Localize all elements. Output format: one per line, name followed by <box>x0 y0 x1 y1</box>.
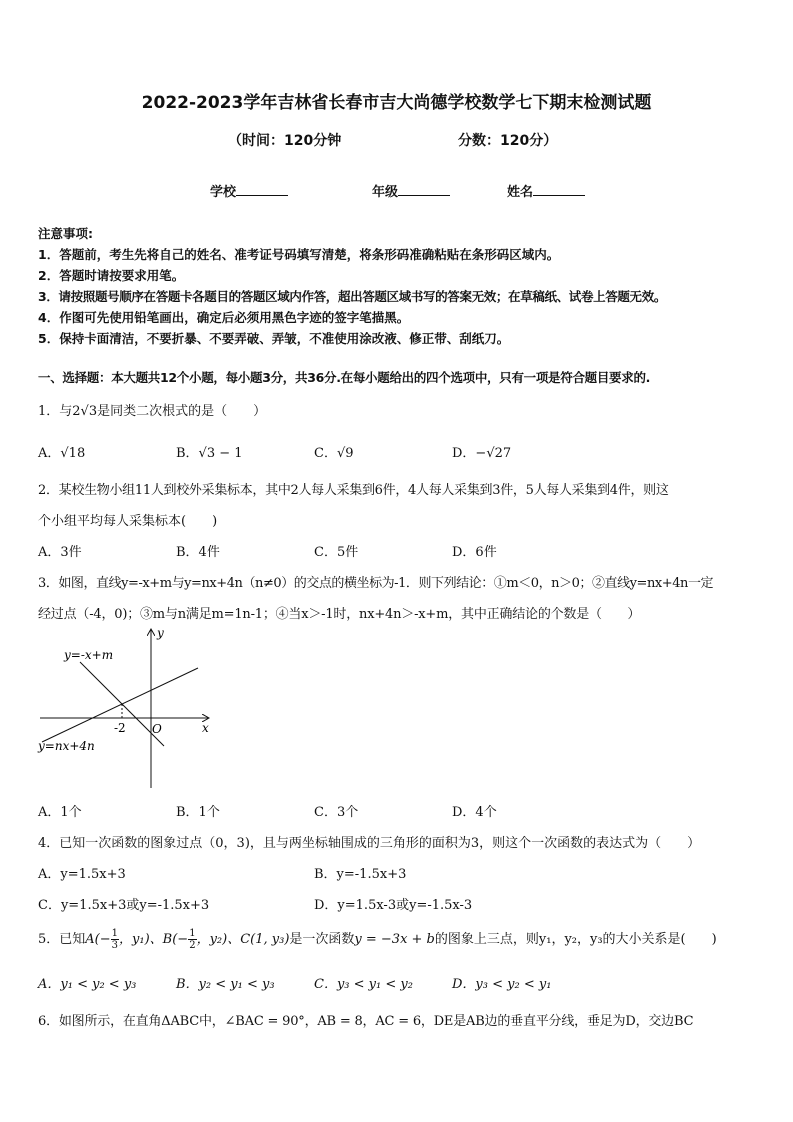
name-label: 姓名 <box>507 185 534 200</box>
q2-option-a: A．3件 <box>38 545 82 560</box>
q5-mid: 是一次函数 <box>289 932 355 947</box>
q5-option-c: C．y₃ < y₁ < y₂ <box>314 977 413 992</box>
q1-expression: 2√3 <box>72 404 98 419</box>
q5-point-a-end: ，y₁)、 <box>119 932 163 947</box>
question-1 <box>38 400 266 419</box>
q4-option-a: A．y=1.5x+3 <box>38 867 126 882</box>
q5-frac-b-num: 1 <box>189 928 196 939</box>
q1-option-d: D．−√27 <box>452 446 512 461</box>
time-label: （时间：120分钟 <box>228 133 342 149</box>
origin-label: O <box>152 722 162 736</box>
notice-item: 5．保持卡面清洁，不要折暴、不要弄破、弄皱，不准使用涂改液、修正带、刮纸刀。 <box>38 331 510 346</box>
label-line-2: y=nx+4n <box>38 739 95 753</box>
q5-frac-b-den: 2 <box>189 940 196 951</box>
q2-line-2: 个小组平均每人采集标本( ) <box>38 514 218 529</box>
q5-point-b: B(− <box>162 932 189 947</box>
q5-function: y = −3x + b <box>354 932 435 947</box>
school-label: 学校 <box>210 185 237 200</box>
q5-post: 的图象上三点，则y₁，y₂，y₃的大小关系是( ) <box>434 932 717 947</box>
q3-graph <box>36 624 216 792</box>
q2-option-c: C．5件 <box>314 545 359 560</box>
grade-blank <box>398 183 450 196</box>
score-label: 分数：120分） <box>458 133 558 149</box>
notice-item: 3．请按照题号顺序在答题卡各题目的答题区域内作答，超出答题区域书写的答案无效；在草稿纸、试卷上答题无效。 <box>38 289 667 304</box>
question-5 <box>38 928 717 951</box>
school-field <box>210 181 288 200</box>
q4-option-d: D．y=1.5x-3或y=-1.5x-3 <box>314 898 473 913</box>
notice-item: 1．答题前，考生先将自己的姓名、准考证号码填写清楚，将条形码准确粘贴在条形码区域内。 <box>38 247 560 262</box>
x-axis-label: x <box>202 721 209 735</box>
y-axis-label: y <box>157 626 164 640</box>
q5-option-a: A．y₁ < y₂ < y₃ <box>38 977 137 992</box>
school-blank <box>236 183 288 196</box>
grade-label: 年级 <box>372 185 399 200</box>
q3-line-2: 经过点（-4，0)；③m与n满足m=1n-1；④当x＞-1时，nx+4n＞-x+m，其中正确结论的个数是（ ） <box>38 607 641 622</box>
q5-point-c: C(1, y₃) <box>240 932 290 947</box>
q4-option-b: B．y=-1.5x+3 <box>314 867 407 882</box>
notice-item: 4．作图可先使用铅笔画出，确定后必须用黑色字迹的签字笔描黑。 <box>38 310 410 325</box>
q5-frac-a-num: 1 <box>111 928 119 939</box>
q5-frac-a <box>111 928 119 951</box>
q1-stem-post: 是同类二次根式的是（ ） <box>97 404 267 419</box>
q5-pre: 5．已知 <box>38 932 86 947</box>
q4-stem: 4．已知一次函数的图象过点（0，3)，且与两坐标轴围成的三角形的面积为3，则这个一次函数的表达式为（ ） <box>38 836 701 851</box>
label-line-1: y=-x+m <box>64 648 114 662</box>
q2-option-b: B．4件 <box>176 545 220 560</box>
q3-line-1: 3．如图，直线y=-x+m与y=nx+4n（n≠0）的交点的横坐标为-1．则下列结论：①m＜0，n＞0；②直线y=nx+4n一定 <box>38 576 714 591</box>
q5-option-b: B．y₂ < y₁ < y₃ <box>176 977 275 992</box>
q3-option-c: C．3个 <box>314 805 359 820</box>
q1-option-b: B．√3 − 1 <box>176 446 243 461</box>
q1-option-a: A．√18 <box>38 446 86 461</box>
q5-frac-b <box>188 928 196 951</box>
q3-option-b: B．1个 <box>176 805 220 820</box>
q1-option-c: C．√9 <box>314 446 354 461</box>
q5-point-b-end: ，y₂)、 <box>196 932 241 947</box>
notice-heading: 注意事项: <box>38 226 93 241</box>
grade-field <box>372 181 450 200</box>
q1-stem-pre: 1．与 <box>38 404 73 419</box>
section-heading: 一、选择题：本大题共12个小题，每小题3分，共36分.在每小题给出的四个选项中，只有一项是符合题目要求的. <box>38 370 651 385</box>
q2-option-d: D．6件 <box>452 545 497 560</box>
q4-option-c: C．y=1.5x+3或y=-1.5x+3 <box>38 898 210 913</box>
q5-option-d: D．y₃ < y₂ < y₁ <box>452 977 552 992</box>
name-blank <box>533 183 585 196</box>
q5-point-a: A(− <box>85 932 111 947</box>
notice-item: 2．答题时请按要求用笔。 <box>38 268 185 283</box>
q3-option-d: D．4个 <box>452 805 497 820</box>
tick-label: -2 <box>114 721 126 735</box>
exam-title: 2022-2023学年吉林省长春市吉大尚德学校数学七下期末检测试题 <box>141 93 652 113</box>
q5-frac-a-den: 3 <box>111 940 119 951</box>
q6-stem: 6．如图所示，在直角ΔABC中，∠BAC = 90°，AB = 8，AC = 6，DE是AB边的垂直平分线，垂足为D，交边BC <box>38 1014 694 1029</box>
q2-line-1: 2．某校生物小组11人到校外采集标本，其中2人每人采集到6件，4人每人采集到3件，5人每人采集到4件，则这 <box>38 483 669 498</box>
q3-option-a: A．1个 <box>38 805 82 820</box>
name-field <box>507 181 585 200</box>
